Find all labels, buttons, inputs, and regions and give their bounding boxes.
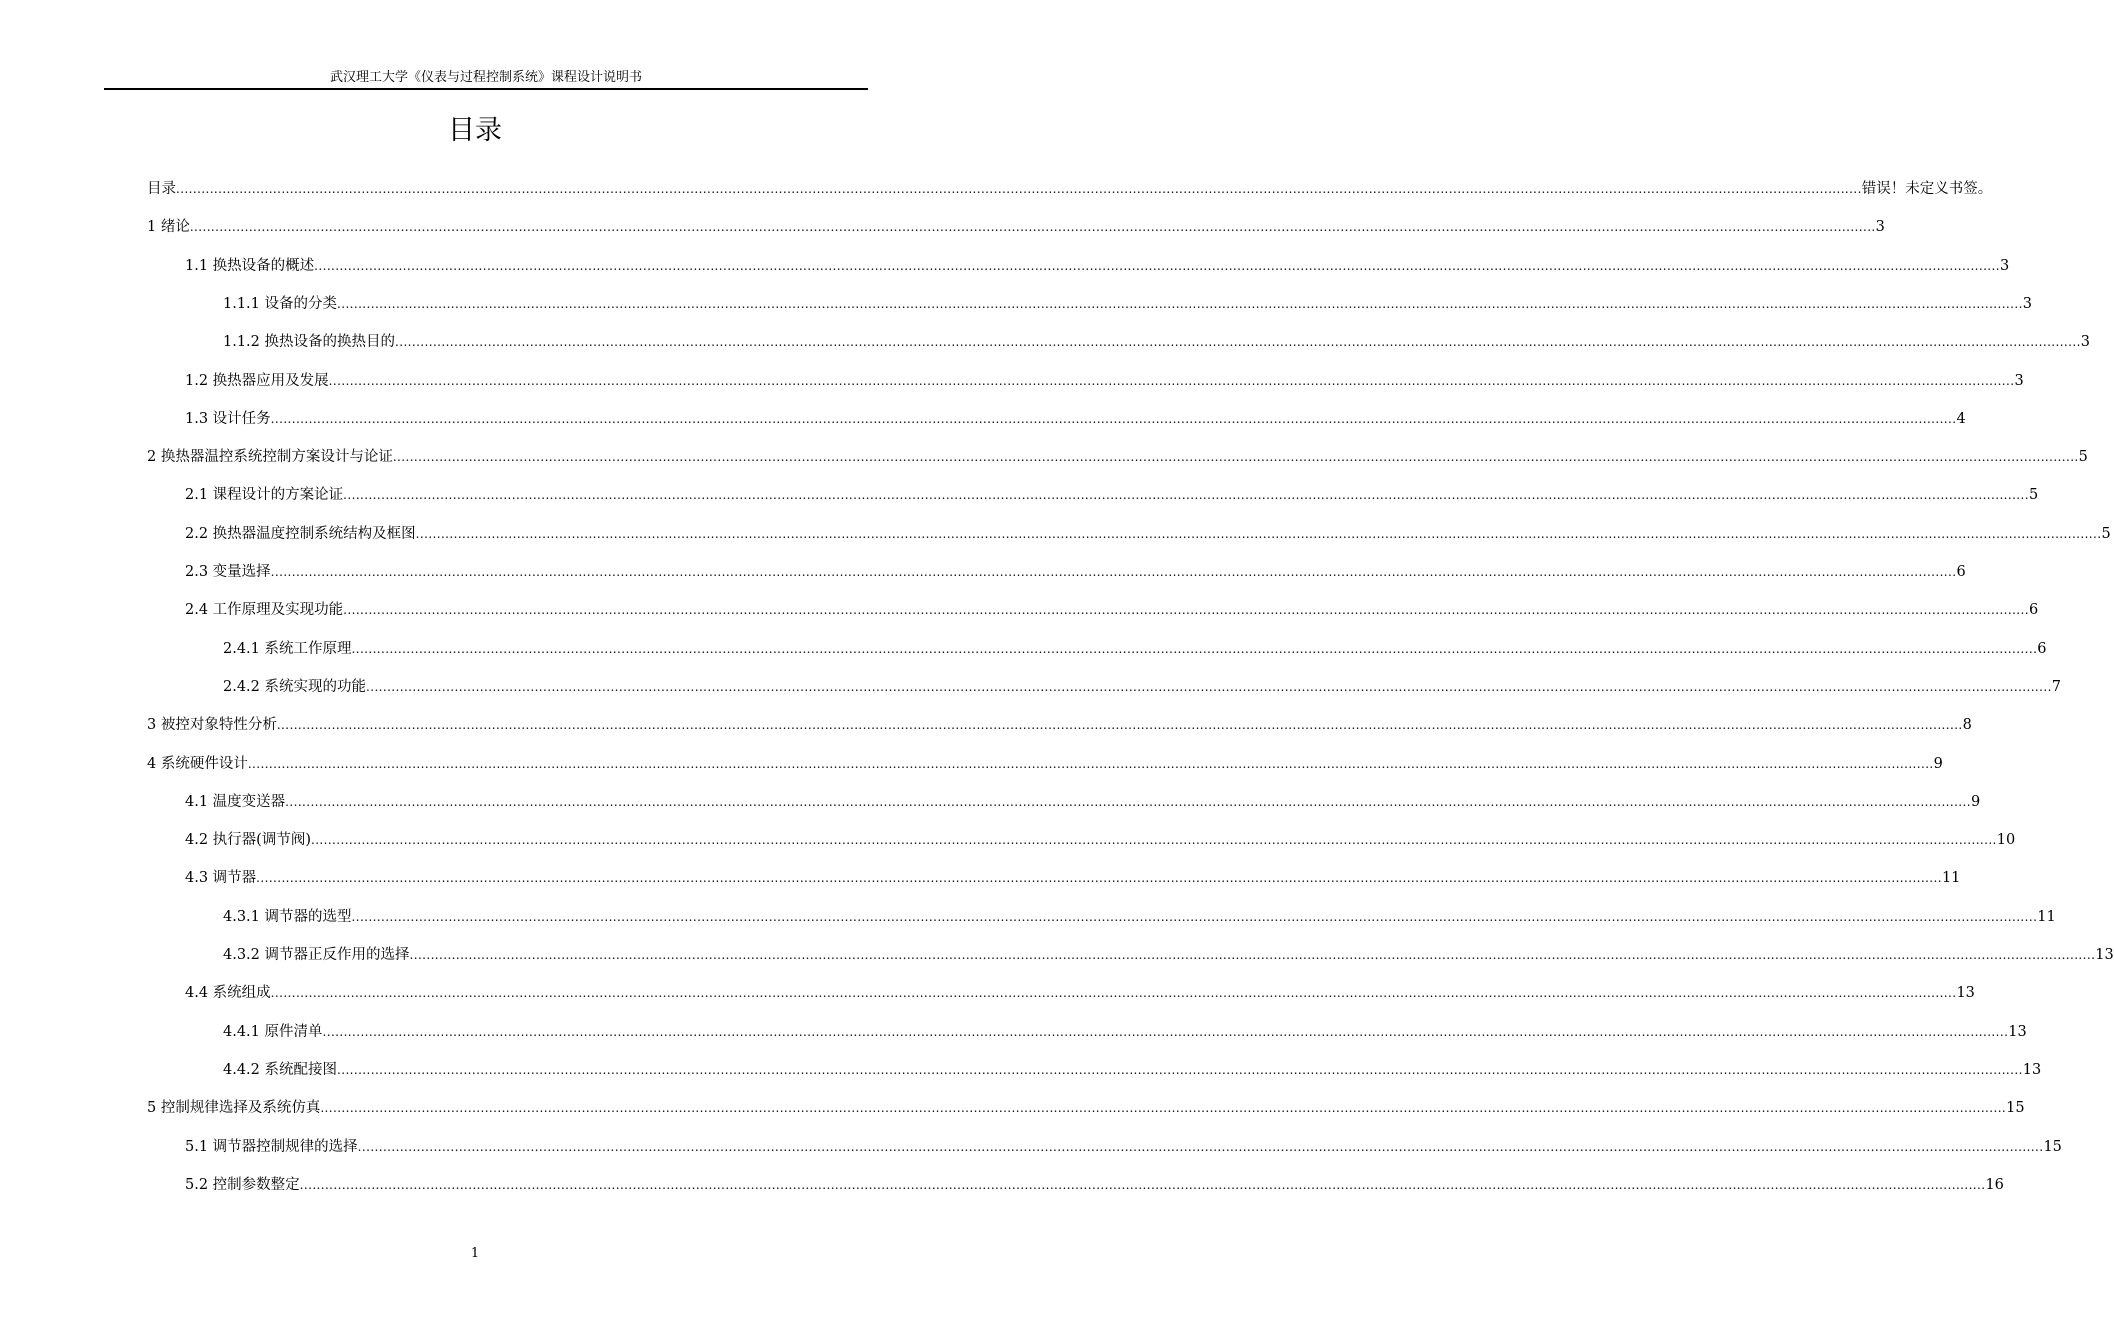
toc-entry-page: 5 <box>2078 449 2088 465</box>
toc-entry-page: 6 <box>1956 564 1966 580</box>
toc-leader-dots: ................................................................................................................................................................................................................................................................................................................................................................................................................ <box>276 718 1963 732</box>
toc-entry[interactable] <box>185 1137 2062 1157</box>
toc-entry-page: 3 <box>1999 258 2010 274</box>
toc-entry-label: 2.3 变量选择 <box>185 564 271 580</box>
toc-entry-page: 9 <box>1970 794 1981 810</box>
toc-entry-page: 6 <box>2028 602 2039 618</box>
toc-entry-page: 3 <box>2014 373 2024 389</box>
header-rule <box>104 88 868 90</box>
toc-entry[interactable] <box>223 332 2091 352</box>
toc-leader-dots: ................................................................................................................................................................................................................................................................................................................................................................................................................ <box>256 871 1942 885</box>
toc-entry-label: 1.1.2 换热设备的换热目的 <box>223 334 396 350</box>
toc-leader-dots: ................................................................................................................................................................................................................................................................................................................................................................................................................ <box>270 986 1957 1000</box>
toc-entry-label: 3 被控对象特性分析 <box>147 717 277 733</box>
toc-leader-dots: ................................................................................................................................................................................................................................................................................................................................................................................................................ <box>357 1140 2044 1154</box>
toc-entry[interactable] <box>185 485 2039 505</box>
toc-leader-dots: ................................................................................................................................................................................................................................................................................................................................................................................................................ <box>247 757 1934 771</box>
toc-leader-dots: ................................................................................................................................................................................................................................................................................................................................................................................................................ <box>337 1063 2023 1077</box>
toc-entry[interactable] <box>185 1175 2004 1195</box>
toc-entry-page: 13 <box>2095 947 2114 963</box>
toc-entry[interactable] <box>223 677 2062 697</box>
toc-entry[interactable] <box>223 1060 2042 1080</box>
toc-entry-label: 2.1 课程设计的方案论证 <box>185 487 344 503</box>
toc-leader-dots: ................................................................................................................................................................................................................................................................................................................................................................................................................ <box>314 259 2000 273</box>
toc-leader-dots: ................................................................................................................................................................................................................................................................................................................................................................................................................ <box>285 795 1971 809</box>
toc-entry-label: 4.3.1 调节器的选型 <box>223 909 352 925</box>
toc-entry[interactable] <box>223 1022 2027 1042</box>
toc-entry-page: 3 <box>1875 219 1885 235</box>
toc-entry-page: 11 <box>2037 909 2056 925</box>
toc-entry-label: 4 系统硬件设计 <box>147 756 248 772</box>
toc-entry[interactable] <box>185 983 1975 1003</box>
toc-entry-label: 2.2 换热器温度控制系统结构及框图 <box>185 526 416 542</box>
toc-entry-label: 1.3 设计任务 <box>185 411 271 427</box>
toc-leader-dots: ................................................................................................................................................................................................................................................................................................................................................................................................................ <box>366 680 2052 694</box>
toc-entry-page: 7 <box>2051 679 2062 695</box>
toc-entry-label: 5.1 调节器控制规律的选择 <box>185 1139 358 1155</box>
toc-leader-dots: ................................................................................................................................................................................................................................................................................................................................................................................................................ <box>189 220 1876 234</box>
toc-entry[interactable] <box>185 256 2010 276</box>
toc-entry-label: 5.2 控制参数整定 <box>185 1177 300 1193</box>
toc-leader-dots: ................................................................................................................................................................................................................................................................................................................................................................................................................ <box>415 527 2102 541</box>
page-title: 目录 <box>448 115 502 146</box>
toc-leader-dots: ................................................................................................................................................................................................................................................................................................................................................................................................................ <box>299 1178 1986 1192</box>
toc-entry-label: 4.4.1 原件清单 <box>223 1024 323 1040</box>
toc-leader-dots: ................................................................................................................................................................................................................................................................................................................................................................................................................ <box>176 182 1862 196</box>
toc-entry-label: 1.2 换热器应用及发展 <box>185 373 329 389</box>
toc-entry-page: 5 <box>2028 487 2039 503</box>
toc-entry-label: 4.3.2 调节器正反作用的选择 <box>223 947 410 963</box>
toc-leader-dots: ................................................................................................................................................................................................................................................................................................................................................................................................................ <box>351 642 2038 656</box>
toc-entry-label: 2.4 工作原理及实现功能 <box>185 602 344 618</box>
toc-entry[interactable] <box>223 907 2056 927</box>
toc-entry-label: 2.4.1 系统工作原理 <box>223 641 352 657</box>
toc-entry-page: 13 <box>2008 1024 2027 1040</box>
toc-entry[interactable] <box>185 524 2111 544</box>
toc-entry-page: 3 <box>2080 334 2091 350</box>
toc-entry-page: 8 <box>1962 717 1972 733</box>
toc-entry-page: 3 <box>2022 296 2033 312</box>
toc-entry[interactable] <box>223 945 2114 965</box>
toc-entry-label: 4.4.2 系统配接图 <box>223 1062 338 1078</box>
toc-entry-page: 15 <box>2043 1139 2062 1155</box>
running-header: 武汉理工大学《仪表与过程控制系统》课程设计说明书 <box>329 70 642 85</box>
toc-leader-dots: ................................................................................................................................................................................................................................................................................................................................................................................................................ <box>328 374 2015 388</box>
toc-entry[interactable] <box>147 179 1993 199</box>
toc-entry[interactable] <box>185 562 1966 582</box>
toc-entry-page: 9 <box>1933 756 1943 772</box>
toc-entry-label: 目录 <box>147 181 176 197</box>
page-number: 1 <box>470 1246 480 1261</box>
toc-entry[interactable] <box>147 447 2088 467</box>
toc-entry-label: 1 绪论 <box>147 219 190 235</box>
toc-entry-page: 16 <box>1985 1177 2004 1193</box>
toc-entry-label: 1.1.1 设备的分类 <box>223 296 338 312</box>
toc-entry[interactable] <box>185 371 2024 391</box>
toc-entry[interactable] <box>147 217 1885 237</box>
toc-entry-page: 6 <box>2037 641 2047 657</box>
toc-entry[interactable] <box>223 294 2033 314</box>
toc-leader-dots: ................................................................................................................................................................................................................................................................................................................................................................................................................ <box>310 833 1997 847</box>
toc-entry-page: 13 <box>2022 1062 2042 1078</box>
toc-entry[interactable] <box>147 1098 2025 1118</box>
toc-entry-page: 错误！未定义书签。 <box>1861 181 1993 197</box>
toc-entry-label: 2.4.2 系统实现的功能 <box>223 679 367 695</box>
toc-entry[interactable] <box>147 754 1943 774</box>
toc-entry-label: 4.3 调节器 <box>185 870 257 886</box>
toc-leader-dots: ................................................................................................................................................................................................................................................................................................................................................................................................................ <box>395 335 2081 349</box>
toc-entry[interactable] <box>185 868 1961 888</box>
toc-leader-dots: ................................................................................................................................................................................................................................................................................................................................................................................................................ <box>320 1101 2007 1115</box>
toc-leader-dots: ................................................................................................................................................................................................................................................................................................................................................................................................................ <box>343 603 2029 617</box>
toc-entry-label: 2 换热器温控系统控制方案设计与论证 <box>147 449 393 465</box>
toc-leader-dots: ................................................................................................................................................................................................................................................................................................................................................................................................................ <box>322 1025 2009 1039</box>
toc-entry-page: 15 <box>2006 1100 2025 1116</box>
toc-leader-dots: ................................................................................................................................................................................................................................................................................................................................................................................................................ <box>392 450 2079 464</box>
toc-entry[interactable] <box>185 409 1966 429</box>
toc-entry-label: 4.1 温度变送器 <box>185 794 286 810</box>
toc-entry-label: 1.1 换热设备的概述 <box>185 258 315 274</box>
toc-leader-dots: ................................................................................................................................................................................................................................................................................................................................................................................................................ <box>270 565 1957 579</box>
toc-entry[interactable] <box>185 830 2016 850</box>
toc-leader-dots: ................................................................................................................................................................................................................................................................................................................................................................................................................ <box>351 910 2038 924</box>
toc-entry-label: 4.2 执行器(调节阀) <box>185 832 311 848</box>
toc-leader-dots: ................................................................................................................................................................................................................................................................................................................................................................................................................ <box>270 412 1957 426</box>
toc-entry-page: 4 <box>1956 411 1966 427</box>
toc-leader-dots: ................................................................................................................................................................................................................................................................................................................................................................................................................ <box>337 297 2023 311</box>
toc-entry-page: 5 <box>2101 526 2111 542</box>
toc-entry[interactable] <box>223 639 2047 659</box>
toc-entry[interactable] <box>185 600 2039 620</box>
toc-entry-label: 5 控制规律选择及系统仿真 <box>147 1100 321 1116</box>
toc-leader-dots: ................................................................................................................................................................................................................................................................................................................................................................................................................ <box>409 948 2096 962</box>
toc-entry-label: 4.4 系统组成 <box>185 985 271 1001</box>
toc-entry[interactable] <box>185 792 1981 812</box>
toc-entry-page: 10 <box>1996 832 2016 848</box>
toc-entry-page: 13 <box>1956 985 1975 1001</box>
toc-leader-dots: ................................................................................................................................................................................................................................................................................................................................................................................................................ <box>343 488 2029 502</box>
toc-entry-page: 11 <box>1941 870 1961 886</box>
toc-entry[interactable] <box>147 715 1972 735</box>
